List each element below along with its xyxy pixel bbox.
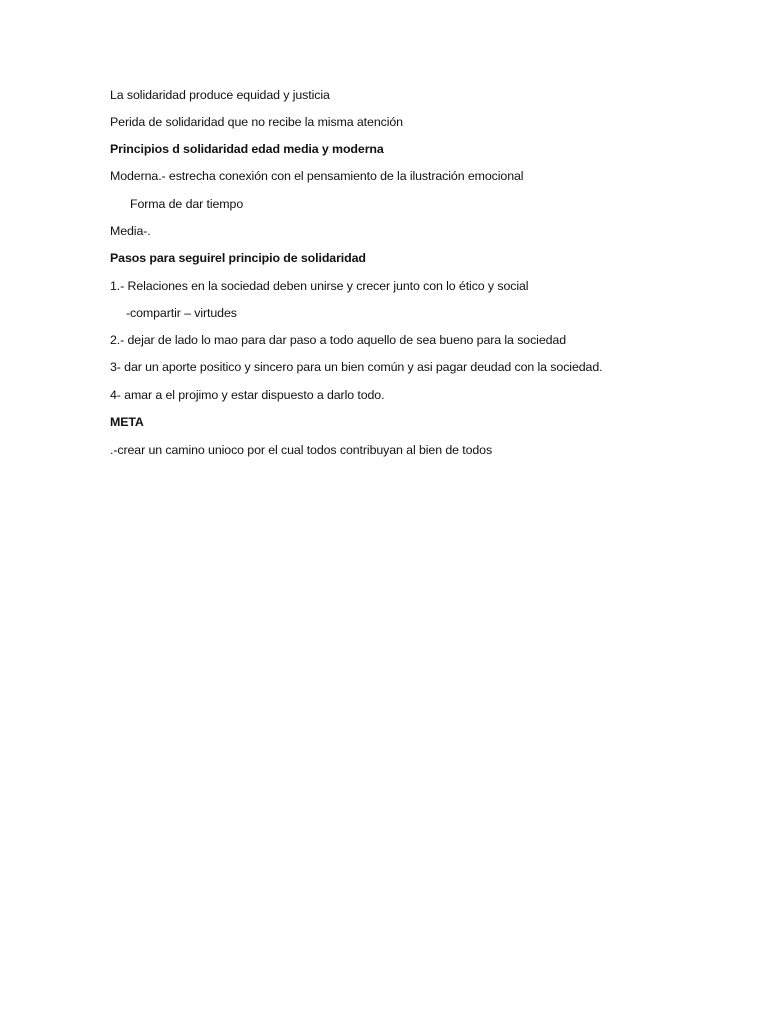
section-heading-steps: Pasos para seguirel principio de solidaridad <box>110 251 366 265</box>
meta-item: .-crear un camino unioco por el cual todos contribuyan al bien de todos <box>110 443 493 457</box>
step-3: 3- dar un aporte positico y sincero para un bien común y asi pagar deudad con la sociedad. <box>110 360 603 374</box>
text-line-moderna: Moderna.- estrecha conexión con el pensamiento de la ilustración emocional <box>110 169 524 183</box>
step-1-subitem: -compartir – virtudes <box>126 306 237 320</box>
step-4: 4- amar a el projimo y estar dispuesto a darlo todo. <box>110 388 385 402</box>
text-line-forma: Forma de dar tiempo <box>130 197 244 211</box>
step-1: 1.- Relaciones en la sociedad deben unirse y crecer junto con lo ético y social <box>110 279 529 293</box>
section-heading-meta: META <box>110 415 144 429</box>
text-line-media: Media-. <box>110 224 151 238</box>
text-line-2: Perida de solidaridad que no recibe la misma atención <box>110 115 403 129</box>
step-2: 2.- dejar de lado lo mao para dar paso a todo aquello de sea bueno para la sociedad <box>110 333 566 347</box>
section-heading-principles: Principios d solidaridad edad media y moderna <box>110 142 384 156</box>
text-line-1: La solidaridad produce equidad y justicia <box>110 88 330 102</box>
